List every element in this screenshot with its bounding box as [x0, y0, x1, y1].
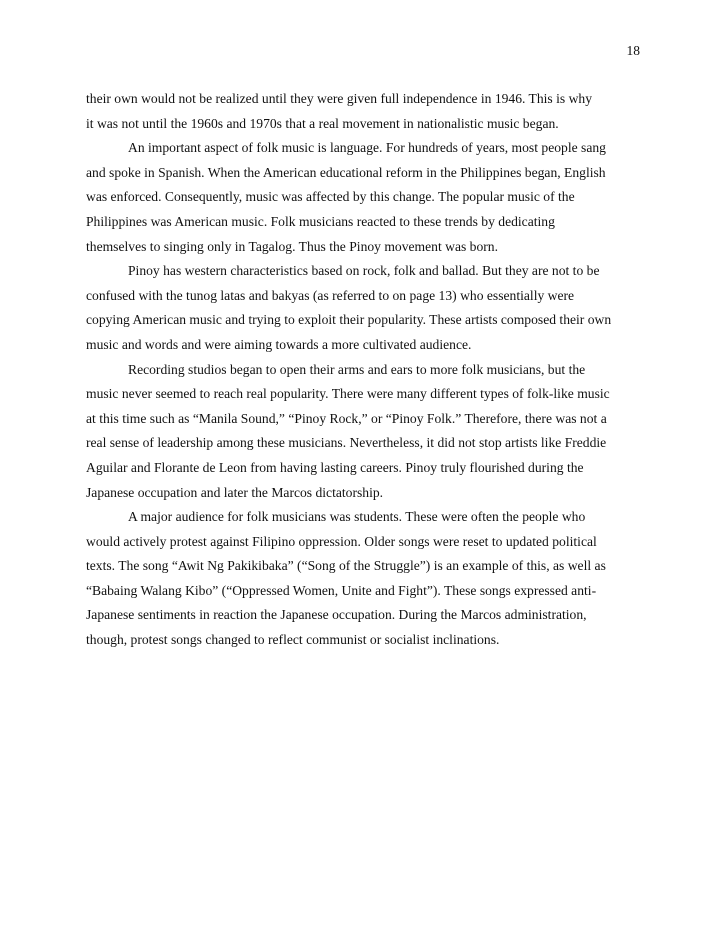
paragraph-first-line: Pinoy has western characteristics based on rock, folk and ballad. But they are not to be — [128, 263, 600, 279]
text-line: texts. The song “Awit Ng Pakikibaka” (“Song of the Struggle”) is an example of this, as well as — [86, 558, 606, 574]
text-line: copying American music and trying to exploit their popularity. These artists composed their own — [86, 312, 612, 328]
text-line: real sense of leadership among these musicians. Nevertheless, it did not stop artists like Freddie — [86, 435, 607, 451]
text-line: would actively protest against Filipino oppression. Older songs were reset to updated political — [86, 533, 597, 549]
text-line: though, protest songs changed to reflect communist or socialist inclinations. — [86, 632, 500, 648]
text-line: Japanese sentiments in reaction the Japanese occupation. During the Marcos administration, — [86, 607, 587, 623]
page-number: 18 — [626, 43, 640, 58]
text-line: confused with the tunog latas and bakyas (as referred to on page 13) who essentially were — [86, 287, 575, 303]
paragraph-first-line: An important aspect of folk music is language. For hundreds of years, most people sang — [128, 140, 606, 156]
text-line: Philippines was American music. Folk musicians reacted to these trends by dedicating — [86, 213, 555, 229]
text-line: “Babaing Walang Kibo” (“Oppressed Women, Unite and Fight”). These songs expressed anti- — [86, 582, 597, 598]
text-line: themselves to singing only in Tagalog. Thus the Pinoy movement was born. — [86, 238, 498, 254]
paragraph-first-line: Recording studios began to open their arms and ears to more folk musicians, but the — [128, 361, 586, 377]
text-line: at this time such as “Manila Sound,” “Pinoy Rock,” or “Pinoy Folk.” Therefore, there was not a — [86, 410, 607, 426]
text-line: music never seemed to reach real popularity. There were many different types of folk-like music — [86, 386, 610, 402]
text-line: Japanese occupation and later the Marcos dictatorship. — [86, 484, 384, 500]
text-line: music and words and were aiming towards a more cultivated audience. — [86, 336, 472, 352]
text-line: Aguilar and Florante de Leon from having lasting careers. Pinoy truly flourished during the — [86, 459, 584, 475]
text-line: was enforced. Consequently, music was affected by this change. The popular music of the — [86, 189, 575, 205]
text-line: their own would not be realized until they were given full independence in 1946. This is why — [86, 91, 592, 106]
text-line: it was not until the 1960s and 1970s that a real movement in nationalistic music began. — [86, 115, 559, 131]
text-line: and spoke in Spanish. When the American educational reform in the Philippines began, English — [86, 164, 606, 180]
paragraph-first-line: A major audience for folk musicians was students. These were often the people who — [128, 509, 586, 525]
body-text — [86, 87, 664, 653]
